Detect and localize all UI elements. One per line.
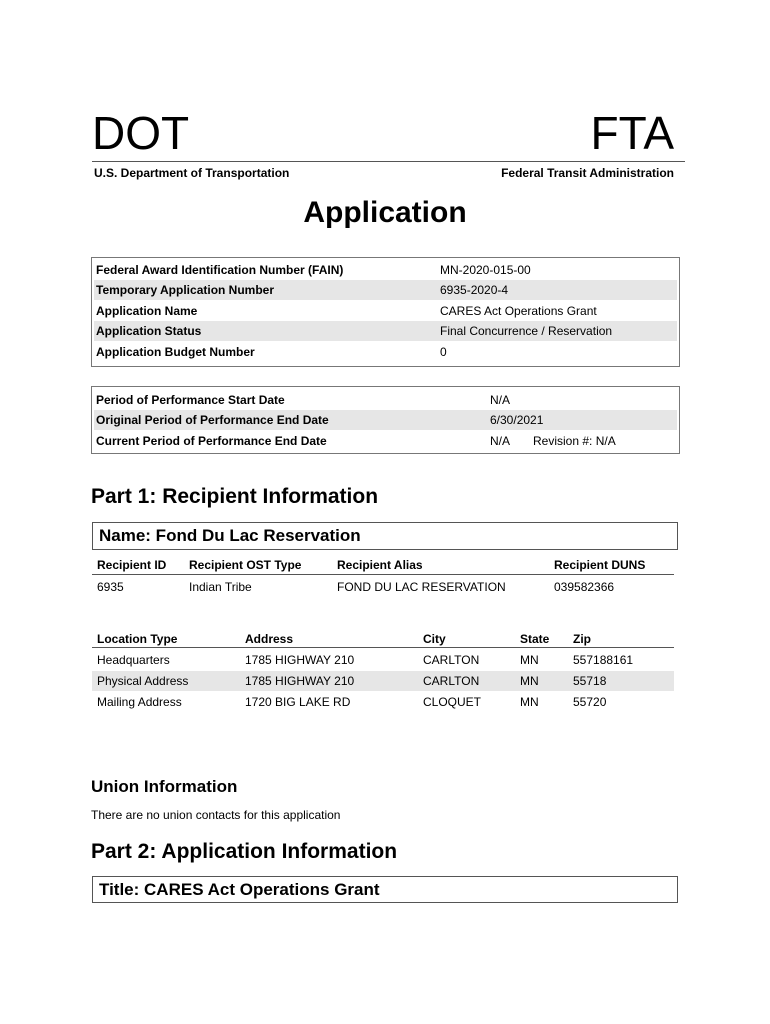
dot-subtitle: U.S. Department of Transportation — [94, 166, 290, 180]
fta-subtitle: Federal Transit Administration — [501, 166, 674, 180]
table-row — [92, 577, 674, 597]
table-row — [92, 692, 674, 712]
state-cell: MN — [520, 653, 539, 667]
recipient-name-box — [92, 522, 678, 550]
temp-number-label: Temporary Application Number — [96, 283, 275, 297]
state-cell: MN — [520, 674, 539, 688]
col-location-type: Location Type — [97, 632, 178, 646]
recipient-table — [92, 555, 674, 599]
header-rule — [92, 161, 685, 162]
recipient-duns-cell: 039582366 — [554, 580, 615, 594]
recipient-alias-cell: FOND DU LAC RESERVATION — [337, 580, 506, 594]
col-recipient-id: Recipient ID — [97, 558, 167, 572]
application-title-box — [92, 876, 678, 903]
location-type-cell: Mailing Address — [97, 695, 182, 709]
union-text: There are no union contacts for this application — [91, 808, 341, 822]
perf-row-current-end — [94, 431, 677, 451]
table-row — [92, 671, 674, 691]
status-value: Final Concurrence / Reservation — [440, 324, 613, 338]
info-row-fain — [94, 260, 677, 280]
perf-start-label: Period of Performance Start Date — [96, 393, 285, 407]
perf-original-end-value: 6/30/2021 — [490, 413, 544, 427]
zip-cell: 557188161 — [573, 653, 634, 667]
budget-value: 0 — [440, 345, 447, 359]
part2-heading: Part 2: Application Information — [91, 840, 398, 863]
dot-heading: DOT — [92, 107, 190, 159]
state-cell: MN — [520, 695, 539, 709]
table-row — [92, 650, 674, 670]
zip-cell: 55718 — [573, 674, 607, 688]
part1-heading: Part 1: Recipient Information — [91, 485, 379, 508]
fain-label: Federal Award Identification Number (FAIN) — [96, 263, 344, 277]
location-header-rule — [92, 647, 674, 648]
col-address: Address — [245, 632, 294, 646]
city-cell: CARLTON — [423, 674, 480, 688]
location-type-cell: Headquarters — [97, 653, 170, 667]
perf-current-end-value: N/A — [490, 434, 511, 448]
application-info-box — [91, 257, 680, 367]
temp-number-value: 6935-2020-4 — [440, 283, 509, 297]
address-cell: 1785 HIGHWAY 210 — [245, 674, 355, 688]
city-cell: CLOQUET — [423, 695, 482, 709]
col-recipient-duns: Recipient DUNS — [554, 558, 646, 572]
col-state: State — [520, 632, 550, 646]
info-row-temp-number — [94, 280, 677, 300]
info-row-status — [94, 321, 677, 341]
recipient-id-cell: 6935 — [97, 580, 124, 594]
perf-row-original-end — [94, 410, 677, 430]
fta-heading: FTA — [590, 107, 674, 159]
recipient-header-rule — [92, 574, 674, 575]
revision-number: Revision #: N/A — [533, 434, 616, 448]
recipient-name: Name: Fond Du Lac Reservation — [99, 526, 361, 545]
app-name-value: CARES Act Operations Grant — [440, 304, 597, 318]
col-recipient-ost-type: Recipient OST Type — [189, 558, 302, 572]
budget-label: Application Budget Number — [96, 345, 255, 359]
location-type-cell: Physical Address — [97, 674, 189, 688]
app-name-label: Application Name — [96, 304, 198, 318]
union-heading: Union Information — [91, 777, 238, 796]
location-table — [92, 629, 674, 715]
info-row-budget — [94, 342, 677, 362]
address-cell: 1785 HIGHWAY 210 — [245, 653, 355, 667]
col-recipient-alias: Recipient Alias — [337, 558, 423, 572]
col-zip: Zip — [573, 632, 591, 646]
col-city: City — [423, 632, 446, 646]
fain-value: MN-2020-015-00 — [440, 263, 531, 277]
info-row-app-name — [94, 301, 677, 321]
status-label: Application Status — [96, 324, 202, 338]
page-title: Application — [303, 196, 467, 229]
recipient-ost-type-cell: Indian Tribe — [189, 580, 252, 594]
address-cell: 1720 BIG LAKE RD — [245, 695, 351, 709]
city-cell: CARLTON — [423, 653, 480, 667]
perf-row-start — [94, 390, 677, 410]
application-title: Title: CARES Act Operations Grant — [99, 880, 380, 899]
perf-original-end-label: Original Period of Performance End Date — [96, 413, 329, 427]
perf-start-value: N/A — [490, 393, 511, 407]
zip-cell: 55720 — [573, 695, 607, 709]
performance-box — [91, 386, 680, 454]
perf-current-end-label: Current Period of Performance End Date — [96, 434, 327, 448]
